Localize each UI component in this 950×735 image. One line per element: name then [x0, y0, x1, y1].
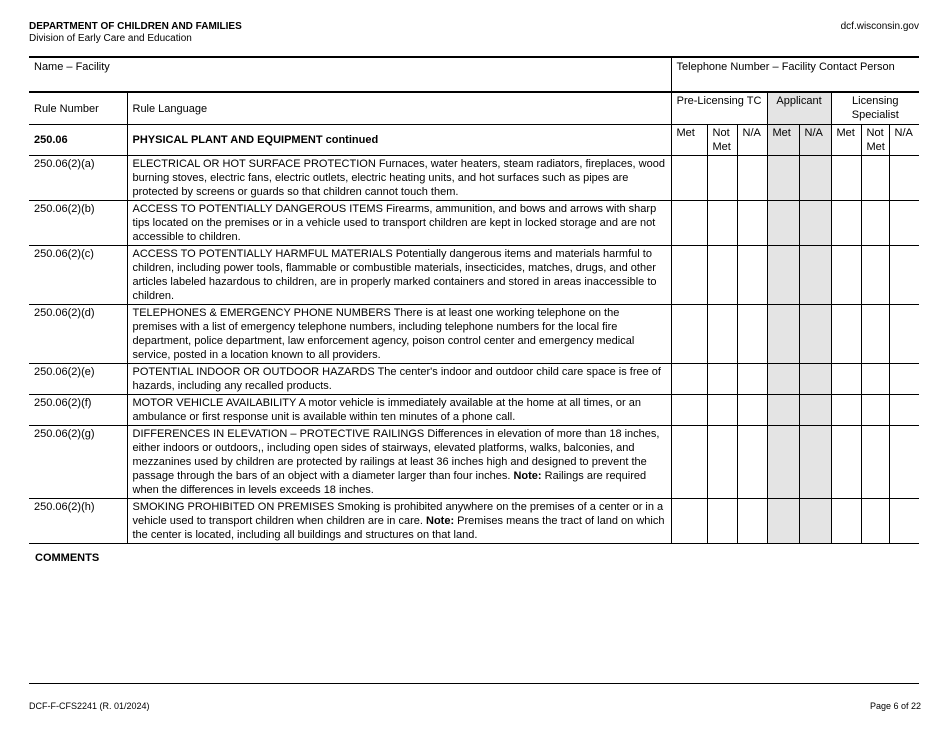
licensing-met-checkbox[interactable] — [831, 426, 861, 499]
telephone-contact-field[interactable] — [671, 57, 919, 92]
prelicensing-na-header: N/A — [737, 125, 767, 156]
licensing-specialist-header: Licensing Specialist — [831, 92, 919, 125]
licensing-met-checkbox[interactable] — [831, 201, 861, 246]
licensing-not-met-checkbox[interactable] — [861, 395, 889, 426]
prelicensing-not-met-checkbox[interactable] — [707, 156, 737, 201]
applicant-na-header: N/A — [799, 125, 831, 156]
applicant-met-checkbox[interactable] — [767, 201, 799, 246]
licensing-not-met-checkbox[interactable] — [861, 246, 889, 305]
licensing-met-checkbox[interactable] — [831, 364, 861, 395]
prelicensing-na-checkbox[interactable] — [737, 246, 767, 305]
prelicensing-na-checkbox[interactable] — [737, 364, 767, 395]
applicant-na-checkbox[interactable] — [799, 395, 831, 426]
rule-number: 250.06(2)(f) — [29, 395, 127, 426]
rule-row — [29, 395, 919, 426]
rule-language — [127, 246, 671, 305]
column-header-row — [29, 92, 919, 125]
prelicensing-not-met-checkbox[interactable] — [707, 201, 737, 246]
prelicensing-na-checkbox[interactable] — [737, 499, 767, 544]
rule-text: ELECTRICAL OR HOT SURFACE PROTECTION Furnaces, water heaters, steam radiators, fireplaces, wood burning stoves, electric fans, electric outlets, electric heating units, and hot surfaces such as pipes are protected by screens or guards so that children cannot touch them. — [132, 158, 665, 198]
prelicensing-not-met-header: Not Met — [707, 125, 737, 156]
rule-number: 250.06(2)(c) — [29, 246, 127, 305]
licensing-na-checkbox[interactable] — [889, 156, 919, 201]
rule-text: POTENTIAL INDOOR OR OUTDOOR HAZARDS The center's indoor and outdoor child care space is free of hazards, including any recalled products. — [132, 366, 661, 392]
prelicensing-header: Pre-Licensing TC — [671, 92, 767, 125]
rule-language — [127, 499, 671, 544]
rule-text: ACCESS TO POTENTIALLY DANGEROUS ITEMS Firearms, ammunition, and bows and arrows with sharp tips located on the premises or in a vehicle used to transport children are kept in locked storage and are not accessible to children. — [132, 203, 657, 243]
prelicensing-not-met-checkbox[interactable] — [707, 305, 737, 364]
licensing-not-met-checkbox[interactable] — [861, 305, 889, 364]
licensing-na-checkbox[interactable] — [889, 305, 919, 364]
rule-text: TELEPHONES & EMERGENCY PHONE NUMBERS There is at least one working telephone on the premises with a list of emergency telephone numbers, including telephone numbers for the local fire department, police department, law enforcement agency, poison control center and emergency medical service, posted in a location known to all providers. — [132, 307, 635, 361]
rule-language — [127, 156, 671, 201]
licensing-met-checkbox[interactable] — [831, 499, 861, 544]
prelicensing-met-checkbox[interactable] — [671, 246, 707, 305]
licensing-met-checkbox[interactable] — [831, 156, 861, 201]
rule-number: 250.06(2)(g) — [29, 426, 127, 499]
rule-number: 250.06(2)(d) — [29, 305, 127, 364]
applicant-na-checkbox[interactable] — [799, 156, 831, 201]
department-name: DEPARTMENT OF CHILDREN AND FAMILIES — [29, 21, 242, 32]
rule-number: 250.06(2)(a) — [29, 156, 127, 201]
applicant-na-checkbox[interactable] — [799, 246, 831, 305]
licensing-na-checkbox[interactable] — [889, 499, 919, 544]
prelicensing-na-checkbox[interactable] — [737, 305, 767, 364]
rule-text: DIFFERENCES IN ELEVATION – PROTECTIVE RAILINGS Differences in elevation of more than 18 inches, either indoors or outdoors,, including open sides of stairways, elevated platforms, walks, balconies, and mezzanines used by children are protected by railings at least 36 inches high and designed to prevent the passage through the bars of an object with a diameter larger than four inches. — [132, 428, 660, 482]
prelicensing-met-checkbox[interactable] — [671, 426, 707, 499]
rule-number: 250.06(2)(b) — [29, 201, 127, 246]
section-number: 250.06 — [29, 125, 127, 156]
applicant-met-header: Met — [767, 125, 799, 156]
rule-text: MOTOR VEHICLE AVAILABILITY A motor vehicle is immediately available at the home at all times, or an ambulance or first response unit is available within ten minutes of a phone call. — [132, 397, 641, 423]
rule-language — [127, 364, 671, 395]
prelicensing-not-met-checkbox[interactable] — [707, 499, 737, 544]
licensing-na-checkbox[interactable] — [889, 426, 919, 499]
rule-row — [29, 426, 919, 499]
licensing-na-checkbox[interactable] — [889, 246, 919, 305]
rule-row — [29, 201, 919, 246]
rule-note-label: Note: — [513, 470, 542, 482]
prelicensing-not-met-checkbox[interactable] — [707, 364, 737, 395]
prelicensing-met-checkbox[interactable] — [671, 305, 707, 364]
website-link[interactable]: dcf.wisconsin.gov — [840, 21, 919, 32]
rule-language — [127, 426, 671, 499]
applicant-met-checkbox[interactable] — [767, 395, 799, 426]
rule-number: 250.06(2)(e) — [29, 364, 127, 395]
licensing-not-met-checkbox[interactable] — [861, 499, 889, 544]
licensing-not-met-checkbox[interactable] — [861, 426, 889, 499]
licensing-na-checkbox[interactable] — [889, 364, 919, 395]
applicant-met-checkbox[interactable] — [767, 305, 799, 364]
form-id: DCF-F-CFS2241 (R. 01/2024) — [29, 701, 150, 711]
rule-language — [127, 305, 671, 364]
rule-row — [29, 305, 919, 364]
prelicensing-met-checkbox[interactable] — [671, 156, 707, 201]
prelicensing-na-checkbox[interactable] — [737, 426, 767, 499]
applicant-na-checkbox[interactable] — [799, 201, 831, 246]
licensing-met-checkbox[interactable] — [831, 395, 861, 426]
applicant-na-checkbox[interactable] — [799, 364, 831, 395]
rule-text: ACCESS TO POTENTIALLY HARMFUL MATERIALS Potentially dangerous items and materials harmful to children, including power tools, flammable or combustible materials, insecticides, matches, drugs, and other articles labeled hazardous to children, are in properly marked containers and stored in areas inaccessible to children. — [132, 248, 657, 302]
prelicensing-na-checkbox[interactable] — [737, 201, 767, 246]
prelicensing-met-header: Met — [671, 125, 707, 156]
licensing-not-met-header: Not Met — [861, 125, 889, 156]
licensing-not-met-checkbox[interactable] — [861, 364, 889, 395]
prelicensing-met-checkbox[interactable] — [671, 395, 707, 426]
licensing-met-checkbox[interactable] — [831, 305, 861, 364]
applicant-met-checkbox[interactable] — [767, 364, 799, 395]
licensing-not-met-checkbox[interactable] — [861, 156, 889, 201]
prelicensing-na-checkbox[interactable] — [737, 395, 767, 426]
facility-info-row — [29, 57, 919, 92]
prelicensing-not-met-checkbox[interactable] — [707, 426, 737, 499]
division-name: Division of Early Care and Education — [29, 33, 192, 44]
rule-number-header: Rule Number — [29, 92, 127, 125]
applicant-na-checkbox[interactable] — [799, 499, 831, 544]
applicant-na-checkbox[interactable] — [799, 305, 831, 364]
rule-note-text: Premises means the tract of land on which the center is located, including all buildings and structures on that land. — [132, 515, 665, 541]
licensing-met-checkbox[interactable] — [831, 246, 861, 305]
applicant-met-checkbox[interactable] — [767, 426, 799, 499]
rule-language-header: Rule Language — [127, 92, 671, 125]
rule-row — [29, 246, 919, 305]
prelicensing-met-checkbox[interactable] — [671, 364, 707, 395]
footer-divider — [29, 683, 919, 684]
name-facility-field[interactable] — [29, 57, 671, 92]
applicant-met-checkbox[interactable] — [767, 499, 799, 544]
section-title: PHYSICAL PLANT AND EQUIPMENT continued — [127, 125, 671, 156]
rule-language — [127, 201, 671, 246]
applicant-na-checkbox[interactable] — [799, 426, 831, 499]
licensing-not-met-checkbox[interactable] — [861, 201, 889, 246]
rule-text: SMOKING PROHIBITED ON PREMISES Smoking is prohibited anywhere on the premises of a center or in a vehicle used to transport children when children are in care. — [132, 501, 664, 527]
licensing-na-checkbox[interactable] — [889, 395, 919, 426]
name-facility-label: Name – Facility — [34, 61, 110, 73]
applicant-met-checkbox[interactable] — [767, 246, 799, 305]
prelicensing-met-checkbox[interactable] — [671, 499, 707, 544]
prelicensing-met-checkbox[interactable] — [671, 201, 707, 246]
checklist-table — [29, 56, 919, 544]
telephone-contact-label: Telephone Number – Facility Contact Person — [676, 61, 895, 73]
page-number: Page 6 of 22 — [869, 701, 921, 711]
rule-note-label: Note: — [426, 515, 455, 527]
applicant-header: Applicant — [767, 92, 831, 125]
prelicensing-not-met-checkbox[interactable] — [707, 246, 737, 305]
rule-row — [29, 499, 919, 544]
licensing-met-header: Met — [831, 125, 861, 156]
rule-language — [127, 395, 671, 426]
licensing-na-header: N/A — [889, 125, 919, 156]
prelicensing-not-met-checkbox[interactable] — [707, 395, 737, 426]
rule-row — [29, 364, 919, 395]
rule-number: 250.06(2)(h) — [29, 499, 127, 544]
licensing-na-checkbox[interactable] — [889, 201, 919, 246]
section-header-row — [29, 125, 919, 156]
rule-row — [29, 156, 919, 201]
comments-label: COMMENTS — [35, 552, 100, 564]
rule-note-text: Railings are required when the differences in levels exceeds 18 inches. — [132, 470, 647, 496]
applicant-met-checkbox[interactable] — [767, 156, 799, 201]
prelicensing-na-checkbox[interactable] — [737, 156, 767, 201]
